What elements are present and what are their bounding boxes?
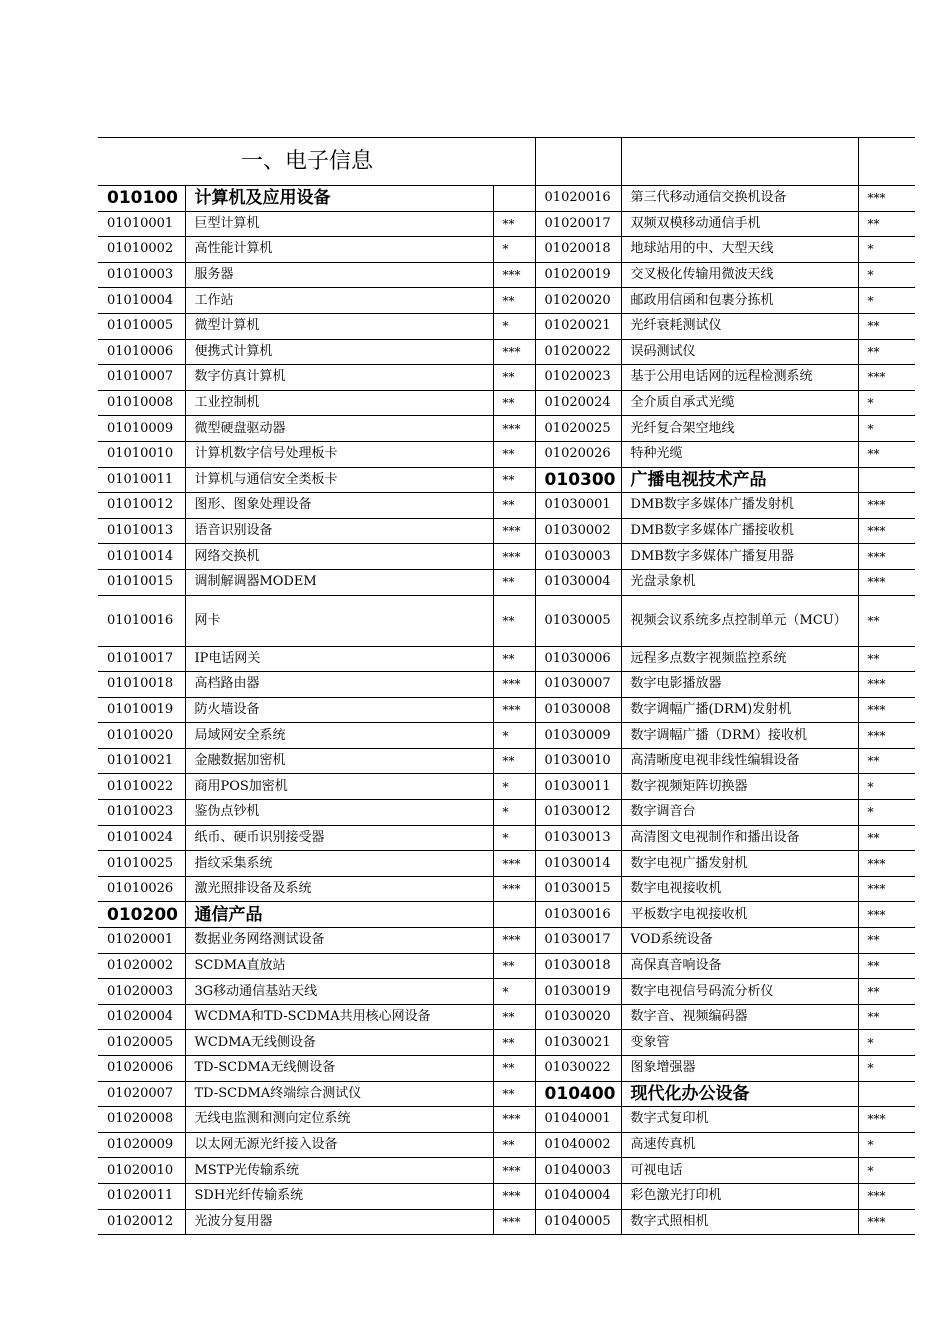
left-item-name: 光波分复用器 (185, 1209, 493, 1235)
left-item-name: 防火墙设备 (185, 697, 493, 723)
table-row (98, 902, 915, 928)
left-item-name: SCDMA直放站 (185, 953, 493, 979)
right-item-name: 基于公用电话网的远程检测系统 (621, 365, 858, 391)
left-item-stars: ** (493, 748, 535, 774)
left-item-code: 01020004 (98, 1004, 185, 1030)
right-item-name: 数字调幅广播(DRM)发射机 (621, 697, 858, 723)
right-item-name: DMB数字多媒体广播复用器 (621, 544, 858, 570)
left-item-name: 3G移动通信基站天线 (185, 979, 493, 1005)
table-row (98, 365, 915, 391)
right-item-stars: *** (858, 186, 915, 212)
left-item-code: 01010005 (98, 313, 185, 339)
right-item-code: 01030020 (535, 1004, 621, 1030)
right-item-name: 数字式照相机 (621, 1209, 858, 1235)
left-item-code: 01010003 (98, 262, 185, 288)
left-item-code: 01020009 (98, 1132, 185, 1158)
right-item-name: 特种光缆 (621, 441, 858, 467)
right-item-code: 01030018 (535, 953, 621, 979)
left-item-stars: *** (493, 339, 535, 365)
right-item-stars: ** (858, 953, 915, 979)
right-item-code: 01040001 (535, 1107, 621, 1133)
left-item-name: 金融数据加密机 (185, 748, 493, 774)
left-item-name: 语音识别设备 (185, 518, 493, 544)
table-row (98, 851, 915, 877)
table-row (98, 1183, 915, 1209)
left-item-code: 01010007 (98, 365, 185, 391)
table-row (98, 569, 915, 595)
right-item-stars: * (858, 237, 915, 263)
right-section-code: 010300 (535, 467, 621, 493)
right-item-code: 01030014 (535, 851, 621, 877)
right-item-stars: *** (858, 518, 915, 544)
left-item-name: TD-SCDMA无线侧设备 (185, 1056, 493, 1082)
table-row (98, 1004, 915, 1030)
right-item-name: 高清图文电视制作和播出设备 (621, 825, 858, 851)
left-item-name: 以太网无源光纤接入设备 (185, 1132, 493, 1158)
table-row (98, 262, 915, 288)
right-section-name: 广播电视技术产品 (621, 467, 858, 493)
table-row (98, 416, 915, 442)
left-item-stars: *** (493, 672, 535, 698)
left-item-code: 01010022 (98, 774, 185, 800)
left-item-name: 网络交换机 (185, 544, 493, 570)
table-row (98, 1081, 915, 1107)
left-item-stars: *** (493, 1183, 535, 1209)
left-item-stars: ** (493, 493, 535, 519)
left-item-code: 01010008 (98, 390, 185, 416)
right-item-stars: * (858, 288, 915, 314)
right-item-stars: *** (858, 672, 915, 698)
left-item-stars: ** (493, 211, 535, 237)
table-row (98, 774, 915, 800)
right-item-stars: *** (858, 1107, 915, 1133)
page-title: 一、电子信息 (98, 138, 535, 186)
right-item-name: 光纤衰耗测试仪 (621, 313, 858, 339)
left-section-stars-cell (493, 902, 535, 928)
right-item-name: 视频会议系统多点控制单元（MCU） (621, 595, 858, 646)
right-item-code: 01020018 (535, 237, 621, 263)
left-item-code: 01010009 (98, 416, 185, 442)
left-item-code: 01010023 (98, 800, 185, 826)
right-item-name: 光盘录象机 (621, 569, 858, 595)
right-item-name: 数字调音台 (621, 800, 858, 826)
table-row (98, 1107, 915, 1133)
table-row (98, 953, 915, 979)
left-item-name: 工业控制机 (185, 390, 493, 416)
table-row (98, 672, 915, 698)
right-item-name: 高速传真机 (621, 1132, 858, 1158)
left-item-stars: *** (493, 928, 535, 954)
right-item-name: 图象增强器 (621, 1056, 858, 1082)
left-item-code: 01010026 (98, 876, 185, 902)
left-item-code: 01020007 (98, 1081, 185, 1107)
right-item-code: 01030007 (535, 672, 621, 698)
right-item-code: 01030009 (535, 723, 621, 749)
right-item-code: 01040002 (535, 1132, 621, 1158)
right-item-name: 数字视频矩阵切换器 (621, 774, 858, 800)
left-item-stars: *** (493, 876, 535, 902)
table-row (98, 467, 915, 493)
left-item-stars: * (493, 800, 535, 826)
table-row (98, 390, 915, 416)
left-item-code: 01010017 (98, 646, 185, 672)
right-item-name: 变象管 (621, 1030, 858, 1056)
table-row (98, 723, 915, 749)
left-item-name: 微型硬盘驱动器 (185, 416, 493, 442)
right-item-code: 01030012 (535, 800, 621, 826)
left-item-code: 01020002 (98, 953, 185, 979)
table-row (98, 1209, 915, 1235)
right-item-stars: * (858, 1030, 915, 1056)
left-item-code: 01010016 (98, 595, 185, 646)
left-item-name: 网卡 (185, 595, 493, 646)
right-item-code: 01030019 (535, 979, 621, 1005)
left-item-code: 01020005 (98, 1030, 185, 1056)
right-item-stars: ** (858, 211, 915, 237)
right-item-code: 01030002 (535, 518, 621, 544)
left-item-name: 数据业务网络测试设备 (185, 928, 493, 954)
left-item-code: 01020006 (98, 1056, 185, 1082)
left-item-name: 无线电监测和测向定位系统 (185, 1107, 493, 1133)
left-item-name: 图形、图象处理设备 (185, 493, 493, 519)
table-row (98, 1056, 915, 1082)
empty-cell (621, 138, 858, 186)
left-item-code: 01020011 (98, 1183, 185, 1209)
right-item-stars: ** (858, 646, 915, 672)
left-item-name: 纸币、硬币识别接受器 (185, 825, 493, 851)
left-item-stars: ** (493, 1030, 535, 1056)
right-item-name: 第三代移动通信交换机设备 (621, 186, 858, 212)
right-item-stars: * (858, 774, 915, 800)
right-item-stars: * (858, 262, 915, 288)
right-item-code: 01020025 (535, 416, 621, 442)
right-item-stars: *** (858, 544, 915, 570)
left-item-code: 01010001 (98, 211, 185, 237)
left-item-stars: *** (493, 262, 535, 288)
right-item-name: 数字电视信号码流分析仪 (621, 979, 858, 1005)
left-item-name: MSTP光传输系统 (185, 1158, 493, 1184)
left-item-code: 01010012 (98, 493, 185, 519)
catalog-body (98, 138, 915, 1235)
right-item-code: 01030021 (535, 1030, 621, 1056)
right-item-stars: ** (858, 979, 915, 1005)
right-item-code: 01030008 (535, 697, 621, 723)
table-row (98, 800, 915, 826)
table-row (98, 339, 915, 365)
right-item-name: 可视电话 (621, 1158, 858, 1184)
right-item-stars: ** (858, 339, 915, 365)
product-catalog-table (98, 137, 915, 1235)
right-item-stars: ** (858, 441, 915, 467)
left-item-name: 高档路由器 (185, 672, 493, 698)
table-row (98, 441, 915, 467)
left-item-name: 微型计算机 (185, 313, 493, 339)
right-item-stars: ** (858, 748, 915, 774)
left-item-code: 01010024 (98, 825, 185, 851)
left-item-stars: * (493, 774, 535, 800)
left-item-stars: *** (493, 1209, 535, 1235)
right-item-stars: * (858, 1132, 915, 1158)
left-item-stars: *** (493, 1158, 535, 1184)
table-row (98, 748, 915, 774)
table-row (98, 595, 915, 646)
table-row (98, 211, 915, 237)
right-item-stars: * (858, 1158, 915, 1184)
right-section-name: 现代化办公设备 (621, 1081, 858, 1107)
right-item-code: 01030017 (535, 928, 621, 954)
table-row (98, 518, 915, 544)
right-item-name: 数字电视广播发射机 (621, 851, 858, 877)
table-row (98, 876, 915, 902)
right-item-code: 01030010 (535, 748, 621, 774)
table-row (98, 1158, 915, 1184)
right-item-stars: * (858, 390, 915, 416)
right-item-name: DMB数字多媒体广播接收机 (621, 518, 858, 544)
right-item-stars: * (858, 800, 915, 826)
right-item-name: 全介质自承式光缆 (621, 390, 858, 416)
left-item-code: 01020008 (98, 1107, 185, 1133)
table-row (98, 1030, 915, 1056)
left-item-stars: * (493, 313, 535, 339)
left-item-code: 01010006 (98, 339, 185, 365)
left-item-stars: ** (493, 390, 535, 416)
left-item-code: 01020010 (98, 1158, 185, 1184)
left-item-name: IP电话网关 (185, 646, 493, 672)
table-row (98, 825, 915, 851)
left-item-name: 调制解调器MODEM (185, 569, 493, 595)
empty-cell (535, 138, 621, 186)
table-row (98, 697, 915, 723)
left-item-name: 商用POS加密机 (185, 774, 493, 800)
right-item-name: 数字电影播放器 (621, 672, 858, 698)
left-item-stars: *** (493, 1107, 535, 1133)
right-item-code: 01020017 (535, 211, 621, 237)
left-item-code: 01010014 (98, 544, 185, 570)
table-row (98, 979, 915, 1005)
left-item-name: 鉴伪点钞机 (185, 800, 493, 826)
right-item-name: 数字式复印机 (621, 1107, 858, 1133)
left-section-stars-cell (493, 186, 535, 212)
right-item-name: 误码测试仪 (621, 339, 858, 365)
right-item-stars: *** (858, 902, 915, 928)
left-item-code: 01010015 (98, 569, 185, 595)
empty-cell (858, 138, 915, 186)
right-item-code: 01040005 (535, 1209, 621, 1235)
left-item-code: 01010013 (98, 518, 185, 544)
left-item-stars: ** (493, 953, 535, 979)
left-item-stars: ** (493, 1056, 535, 1082)
left-item-code: 01020012 (98, 1209, 185, 1235)
left-item-stars: ** (493, 467, 535, 493)
left-item-stars: ** (493, 595, 535, 646)
right-item-stars: *** (858, 1209, 915, 1235)
right-item-name: 平板数字电视接收机 (621, 902, 858, 928)
right-item-stars: ** (858, 928, 915, 954)
right-item-code: 01030004 (535, 569, 621, 595)
right-item-stars: * (858, 1056, 915, 1082)
right-item-code: 01020020 (535, 288, 621, 314)
right-item-stars: ** (858, 825, 915, 851)
right-item-code: 01020019 (535, 262, 621, 288)
right-item-code: 01020024 (535, 390, 621, 416)
title-row (98, 138, 915, 186)
left-item-name: WCDMA无线侧设备 (185, 1030, 493, 1056)
left-item-name: SDH光纤传输系统 (185, 1183, 493, 1209)
left-section-code: 010200 (98, 902, 185, 928)
left-item-name: 局域网安全系统 (185, 723, 493, 749)
right-item-stars: ** (858, 313, 915, 339)
right-item-code: 01030015 (535, 876, 621, 902)
left-item-name: 高性能计算机 (185, 237, 493, 263)
right-item-code: 01030005 (535, 595, 621, 646)
table-row (98, 237, 915, 263)
right-item-stars: ** (858, 595, 915, 646)
left-item-stars: ** (493, 1132, 535, 1158)
left-item-stars: *** (493, 697, 535, 723)
right-item-name: 双频双模移动通信手机 (621, 211, 858, 237)
left-item-code: 01010010 (98, 441, 185, 467)
right-item-name: VOD系统设备 (621, 928, 858, 954)
right-item-name: 地球站用的中、大型天线 (621, 237, 858, 263)
left-item-stars: *** (493, 416, 535, 442)
table-row (98, 646, 915, 672)
right-item-code: 01030016 (535, 902, 621, 928)
left-item-code: 01020003 (98, 979, 185, 1005)
left-item-code: 01010019 (98, 697, 185, 723)
left-item-stars: ** (493, 1081, 535, 1107)
table-row (98, 313, 915, 339)
left-item-stars: ** (493, 1004, 535, 1030)
left-item-name: 巨型计算机 (185, 211, 493, 237)
table-row (98, 544, 915, 570)
left-item-code: 01020001 (98, 928, 185, 954)
right-item-name: 远程多点数字视频监控系统 (621, 646, 858, 672)
right-item-code: 01020023 (535, 365, 621, 391)
right-section-stars-cell (858, 467, 915, 493)
left-item-stars: ** (493, 646, 535, 672)
right-item-stars: *** (858, 851, 915, 877)
left-item-name: TD-SCDMA终端综合测试仪 (185, 1081, 493, 1107)
left-item-code: 01010004 (98, 288, 185, 314)
left-item-code: 01010011 (98, 467, 185, 493)
right-item-code: 01020021 (535, 313, 621, 339)
right-item-name: 数字电视接收机 (621, 876, 858, 902)
left-item-name: 计算机与通信安全类板卡 (185, 467, 493, 493)
right-item-code: 01030022 (535, 1056, 621, 1082)
right-item-name: 高清晰度电视非线性编辑设备 (621, 748, 858, 774)
right-item-code: 01030003 (535, 544, 621, 570)
right-item-code: 01030001 (535, 493, 621, 519)
right-item-name: 光纤复合架空地线 (621, 416, 858, 442)
left-item-name: 工作站 (185, 288, 493, 314)
left-item-stars: * (493, 237, 535, 263)
left-section-name: 计算机及应用设备 (185, 186, 493, 212)
left-item-stars: ** (493, 365, 535, 391)
left-section-code: 010100 (98, 186, 185, 212)
right-item-stars: *** (858, 1183, 915, 1209)
right-item-name: 数字音、视频编码器 (621, 1004, 858, 1030)
right-item-name: 高保真音响设备 (621, 953, 858, 979)
left-item-name: 便携式计算机 (185, 339, 493, 365)
left-item-name: 激光照排设备及系统 (185, 876, 493, 902)
right-item-code: 01030006 (535, 646, 621, 672)
table-row (98, 186, 915, 212)
right-item-stars: *** (858, 493, 915, 519)
right-item-code: 01030011 (535, 774, 621, 800)
right-item-stars: *** (858, 569, 915, 595)
left-item-name: 指纹采集系统 (185, 851, 493, 877)
left-item-name: 计算机数字信号处理板卡 (185, 441, 493, 467)
left-item-code: 01010018 (98, 672, 185, 698)
left-item-stars: *** (493, 544, 535, 570)
right-section-code: 010400 (535, 1081, 621, 1107)
left-item-name: 服务器 (185, 262, 493, 288)
right-item-stars: *** (858, 876, 915, 902)
right-item-stars: * (858, 416, 915, 442)
right-item-code: 01030013 (535, 825, 621, 851)
left-item-name: 数字仿真计算机 (185, 365, 493, 391)
right-item-code: 01020016 (535, 186, 621, 212)
right-item-name: 邮政用信函和包裹分拣机 (621, 288, 858, 314)
left-item-code: 01010002 (98, 237, 185, 263)
left-item-stars: ** (493, 441, 535, 467)
left-item-stars: *** (493, 518, 535, 544)
left-item-stars: ** (493, 288, 535, 314)
left-item-code: 01010025 (98, 851, 185, 877)
right-item-code: 01040003 (535, 1158, 621, 1184)
left-item-stars: * (493, 723, 535, 749)
table-row (98, 928, 915, 954)
left-item-code: 01010021 (98, 748, 185, 774)
right-item-name: DMB数字多媒体广播发射机 (621, 493, 858, 519)
right-item-code: 01020026 (535, 441, 621, 467)
right-item-stars: ** (858, 1004, 915, 1030)
right-item-name: 数字调幅广播（DRM）接收机 (621, 723, 858, 749)
right-section-stars-cell (858, 1081, 915, 1107)
right-item-stars: *** (858, 723, 915, 749)
right-item-code: 01040004 (535, 1183, 621, 1209)
left-section-name: 通信产品 (185, 902, 493, 928)
right-item-name: 交叉极化传输用微波天线 (621, 262, 858, 288)
right-item-name: 彩色激光打印机 (621, 1183, 858, 1209)
table-row (98, 288, 915, 314)
left-item-code: 01010020 (98, 723, 185, 749)
right-item-stars: *** (858, 697, 915, 723)
right-item-code: 01020022 (535, 339, 621, 365)
left-item-stars: * (493, 979, 535, 1005)
left-item-name: WCDMA和TD-SCDMA共用核心网设备 (185, 1004, 493, 1030)
table-row (98, 493, 915, 519)
right-item-stars: *** (858, 365, 915, 391)
left-item-stars: *** (493, 851, 535, 877)
table-row (98, 1132, 915, 1158)
left-item-stars: * (493, 825, 535, 851)
left-item-stars: ** (493, 569, 535, 595)
